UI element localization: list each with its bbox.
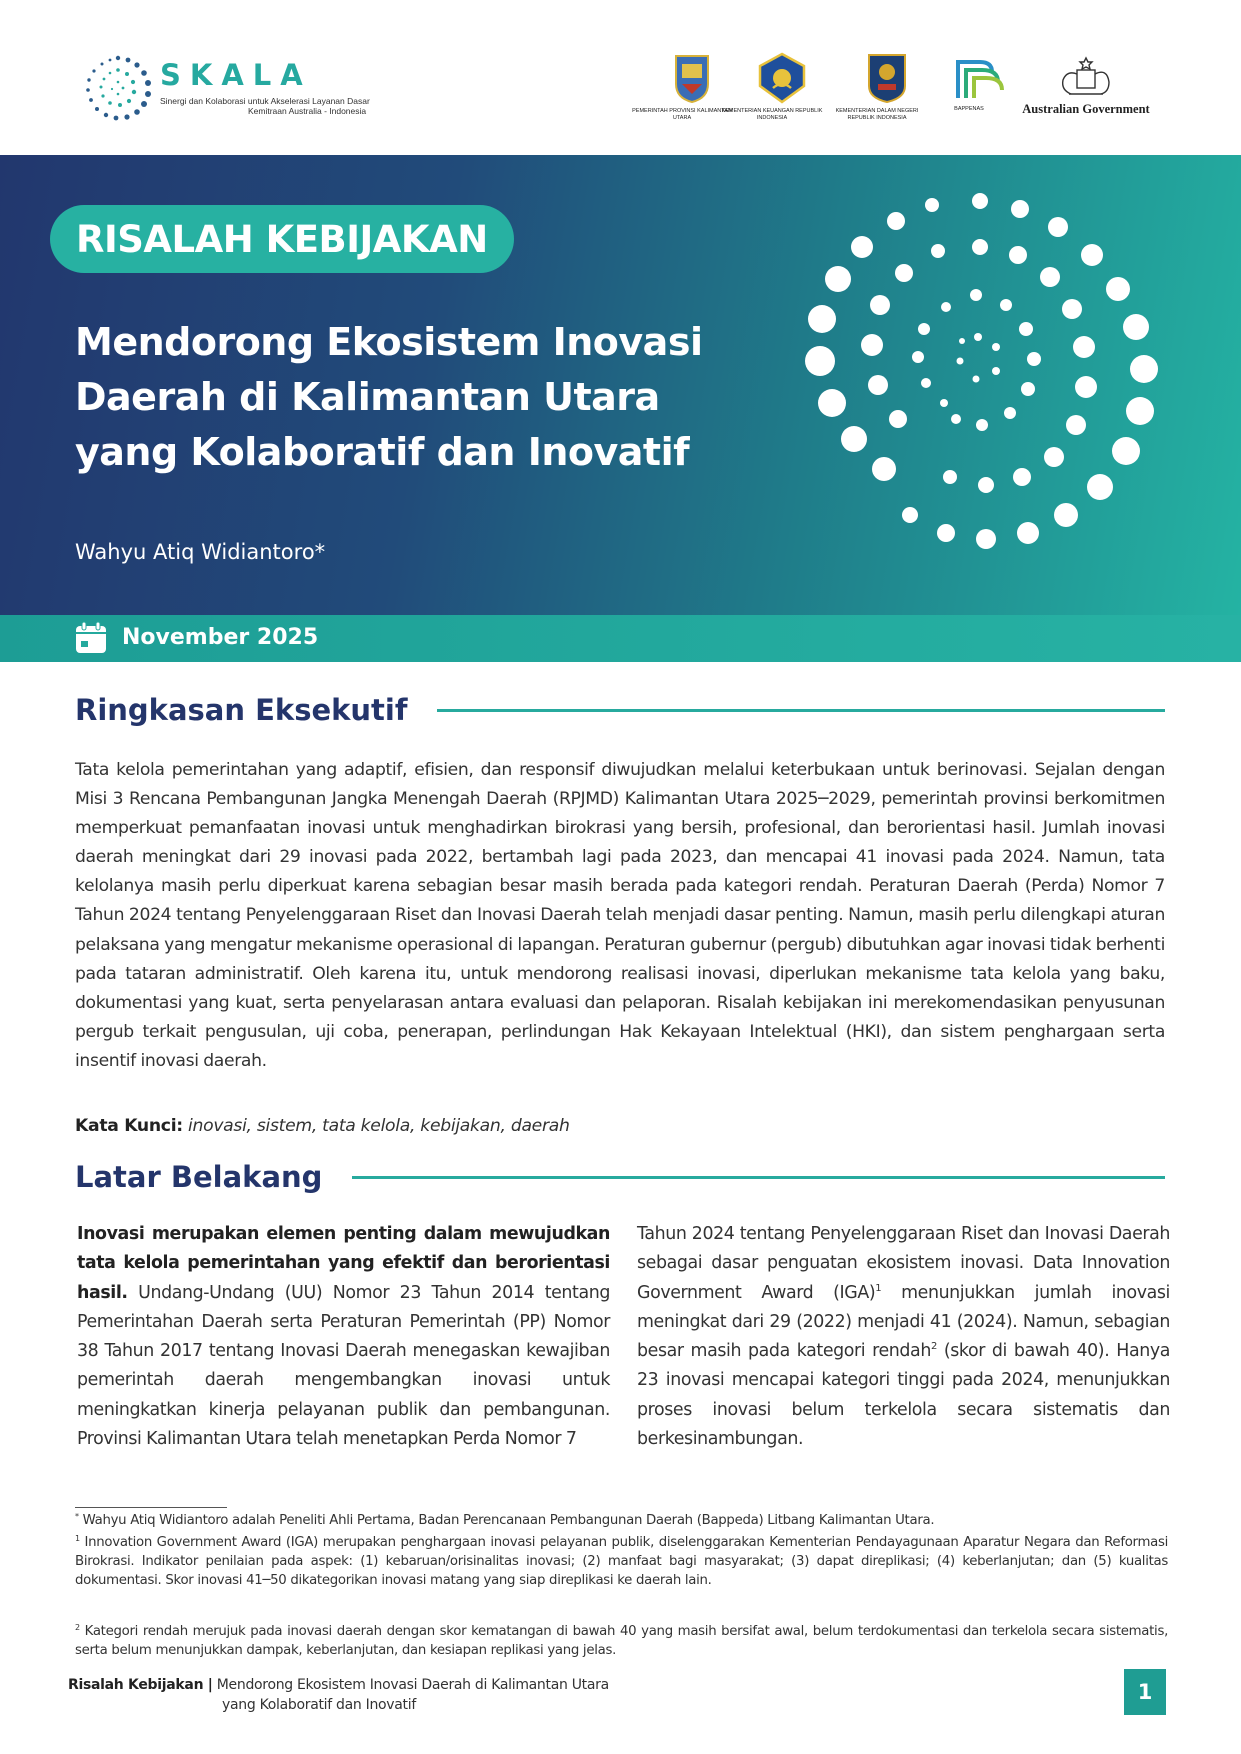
background-col2-text-c: (skor di bawah 40). Hanya 23 inovasi mencapai kategori tinggi pada 2024, menunjukkan proses inovasi belum terkelola secara sistematis dan berkesinambungan. [637,1341,1170,1450]
document-title [75,315,795,480]
summary-paragraph: Tata kelola pemerintahan yang adaptif, efisien, dan responsif diwujudkan melalui keterbukaan untuk berinovasi. Sejalan dengan Misi 3 Rencana Pembangunan Jangka Menengah Daerah (RPJMD) Kalimantan Utara 2025─2029, pemerintah provinsi berkomitmen memperkuat pemanfaatan inovasi untuk menghadirkan birokrasi yang bersih, profesional, dan berorientasi hasil. Jumlah inovasi daerah meningkat dari 29 inovasi pada 2022, bertambah lagi pada 2023, dan mencapai 41 inovasi pada 2024. Namun, tata kelolanya masih perlu diperkuat karena sebagian besar masih berada pada kategori rendah. Peraturan Daerah (Perda) Nomor 7 Tahun 2024 tentang Penyelenggaraan Riset dan Inovasi Daerah telah menjadi dasar penting. Namun, masih perlu dilengkapi aturan pelaksana yang mengatur mekanisme operasional di lapangan. Peraturan gubernur (pergub) dibutuhkan agar inovasi tidak berhenti pada tataran administratif. Oleh karena itu, untuk mendorong realisasi inovasi, diperlukan mekanisme tata kelola yang baku, dokumentasi yang kuat, serta penyelarasan antara evaluasi dan pelaporan. Risalah kebijakan ini merekomendasikan penyusunan pergub terkait pengusulan, uji coba, penerapan, perlindungan Hak Kekayaan Intelektual (HKI), dan sistem penghargaan serta insentif inovasi daerah. [75,760,1165,1071]
title-line-1: Mendorong Ekosistem Inovasi [75,320,703,364]
footnote-separator [75,1507,227,1508]
coat-of-arms-icon [1051,54,1121,98]
background-col2-text-b: menunjukkan jumlah inovasi meningkat dari 29 (2022) menjadi 41 (2024). Namun, sebagian besar masih pada kategori rendah [637,1282,1170,1362]
kemenkeu-logo [721,52,827,122]
logo-bar [0,0,1241,155]
keywords-line [75,1116,570,1136]
skala-tagline-2: Kemitraan Australia - Indonesia [248,106,367,116]
footnote-1 [75,1533,1168,1590]
footnote-author [75,1511,1168,1530]
document-type-badge [50,205,514,273]
footnote-author-text: Wahyu Atiq Widiantoro adalah Peneliti Ahli Pertama, Badan Perencanaan Pembangunan Daerah (Bappeda) Litbang Kalimantan Utara. [78,1513,935,1528]
bappenas-logo [934,52,1024,113]
title-line-2: Daerah di Kalimantan Utara [75,375,660,419]
document-type-label: RISALAH KEBIJAKAN [76,217,488,261]
publication-date: November 2025 [122,625,319,650]
footnote-ref-2[interactable]: 2 [930,1341,937,1353]
kemendagri-caption: KEMENTERIAN DALAM NEGERI REPUBLIK INDONESIA [835,108,919,121]
summary-heading: Ringkasan Eksekutif [75,693,408,727]
footnote-2 [75,1622,1168,1660]
background-lead-sentence: Inovasi merupakan elemen penting dalam mewujudkan tata kelola pemerintahan yang efektif dan berorientasi hasil. [77,1224,610,1303]
page-number: 1 [1124,1669,1166,1715]
footer-label: Risalah Kebijakan | [68,1677,213,1693]
kemenkeu-caption: KEMENTERIAN KEUANGAN REPUBLIK INDONESIA [721,108,823,121]
skala-spiral-icon [82,52,154,124]
title-line-3: yang Kolaboratif dan Inovatif [75,430,690,474]
kaltara-emblem-icon [672,52,712,104]
keywords-label: Kata Kunci: [75,1116,183,1136]
background-column-left [77,1220,610,1454]
background-heading: Latar Belakang [75,1160,323,1194]
background-section-header [75,1160,1165,1194]
decorative-dot-spiral [800,175,1220,595]
skala-tagline [160,96,370,116]
background-column-right [637,1220,1170,1454]
bappenas-emblem-icon [952,52,1006,102]
kaltara-caption: PEMERINTAH PROVINSI KALIMANTAN UTARA [632,108,732,121]
keywords-value: inovasi, sistem, tata kelola, kebijakan, daerah [188,1116,570,1136]
date-bar [0,615,1241,662]
footnote-star-mark: * [75,1512,79,1521]
footnote-1-mark: 1 [75,1534,80,1543]
author-name: Wahyu Atiq Widiantoro* [75,540,326,564]
footnote-1-text: Innovation Government Award (IGA) merupakan penghargaan inovasi pelayanan publik, diselenggarakan Kementerian Pendayagunaan Aparatur Negara dan Reformasi Birokrasi. Indikator penilaian pada aspek: (1) kebaruan/orisinalitas inovasi; (2) manfaat bagi masyarakat; (3) dapat direplikasi; (4) keberlanjutan; dan (5) kualitas dokumentasi. Skor inovasi 41─50 dikategorikan inovasi matang yang siap direplikasi ke daerah lain. [75,1535,1168,1588]
footer-title-line-2: yang Kolaboratif dan Inovatif [222,1697,416,1713]
skala-name: SKALA [160,58,312,92]
footer-title-line-1: Mendorong Ekosistem Inovasi Daerah di Kalimantan Utara [212,1677,609,1693]
background-col2-text-a: Tahun 2024 tentang Penyelenggaraan Riset dan Inovasi Daerah sebagai dasar penguatan ekosistem inovasi. Data Innovation Government Award (IGA) [637,1224,1170,1303]
background-heading-rule [352,1176,1165,1179]
kemenkeu-emblem-icon [756,52,808,104]
background-col1-text: Undang-Undang (UU) Nomor 23 Tahun 2014 tentang Pemerintahan Daerah serta Peraturan Pemerintah (PP) Nomor 38 Tahun 2017 tentang Inovasi Daerah menegaskan kewajiban pemerintah daerah mengembangkan inovasi untuk meningkatkan kinerja pelayanan publik dan pembangunan. Provinsi Kalimantan Utara telah menetapkan Perda Nomor 7 [77,1282,610,1450]
summary-section-header [75,693,1165,727]
footnote-ref-1[interactable]: 1 [875,1282,882,1294]
kemendagri-emblem-icon [866,52,908,104]
calendar-icon [74,621,108,655]
footnote-2-mark: 2 [75,1623,80,1632]
summary-heading-rule [437,709,1165,712]
footnote-2-text: Kategori rendah merujuk pada inovasi daerah dengan skor kematangan di bawah 40 yang masih bersifat awal, belum terdokumentasi dan terkelola secara sistematis, serta belum menunjukkan dampak, keberlanjutan, dan kesiapan replikasi yang jelas. [75,1624,1168,1658]
bappenas-caption: BAPPENAS [954,106,984,112]
skala-tagline-1: Sinergi dan Kolaborasi untuk Akselerasi Layanan Dasar [160,96,370,106]
title-banner [0,155,1241,615]
australian-government-text: Australian Government [1022,102,1150,116]
australian-government-logo [1016,54,1156,117]
page-footer [68,1675,609,1715]
skala-logo [82,50,370,130]
